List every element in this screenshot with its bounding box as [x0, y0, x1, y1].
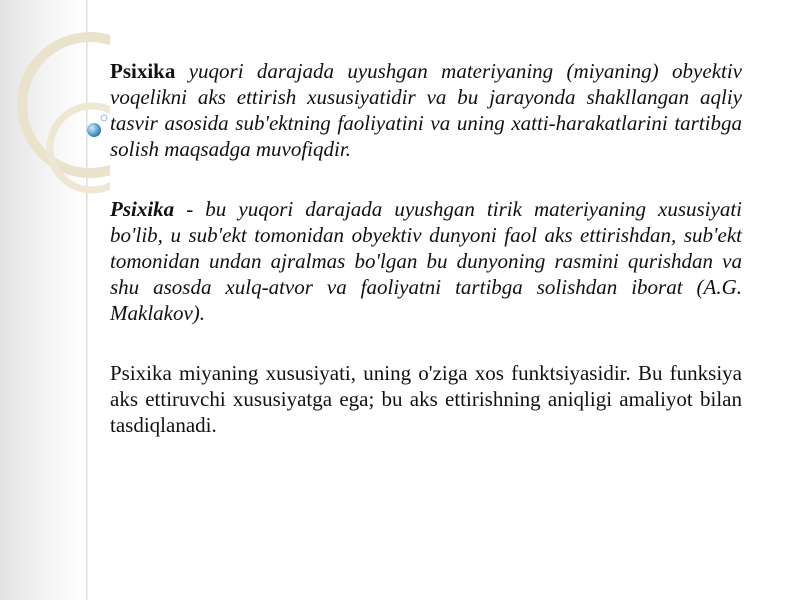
- small-circle-icon: [101, 115, 107, 121]
- content-text: [110, 58, 742, 438]
- decorative-rings: [0, 0, 110, 260]
- term-psixika-1: Psixika: [110, 59, 176, 83]
- paragraph-2-body: - bu yuqori darajada uyushgan tirik materiyaning xususiyati bo'lib, u sub'ekt tomonidan obyektiv dunyoni faol aks ettirishdan, sub'ekt tomonidan undan ajralmas bo'lgan bu dunyoning rasmini qurishdan va shu asosda xulq-atvor va faoliyatni tartibga solishdan iborat (A.G. Maklakov).: [110, 197, 743, 325]
- paragraph-3: [110, 360, 742, 438]
- paragraph-3-body: Psixika miyaning xususiyati, uning o'ziga xos funktsiyasidir. Bu funksiya aks ettiruvchi xususiyatga ega; bu aks ettirishning aniqligi amaliyot bilan tasdiqlanadi.: [110, 361, 742, 437]
- paragraph-1-body: yuqori darajada uyushgan materiyaning (miyaning) obyektiv voqelikni aks ettirish xususiyatidir va bu jarayonda shakllangan aqliy tasvir asosida sub'ektning faoliyatini va uning xatti-harakatlarini tartibga solish maqsadga muvofiqdir.: [110, 59, 743, 161]
- term-psixika-2: Psixika: [110, 197, 175, 221]
- paragraph-2: [110, 196, 742, 326]
- paragraph-1: [110, 58, 742, 162]
- blue-dot-icon: [87, 123, 101, 137]
